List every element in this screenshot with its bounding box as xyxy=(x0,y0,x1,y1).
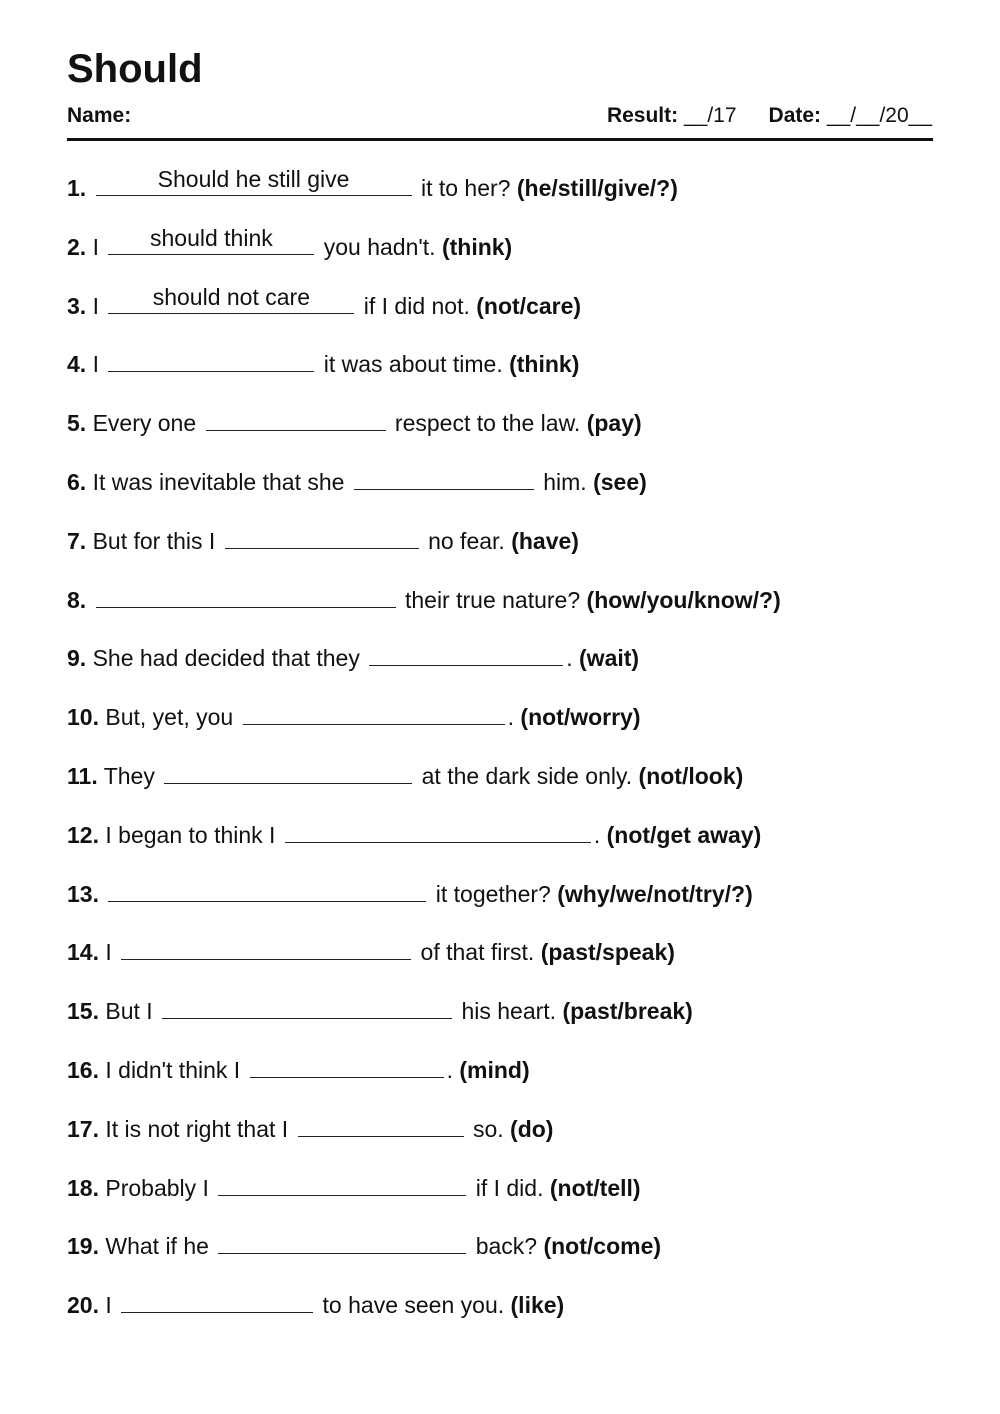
question-text-before: What if he xyxy=(105,1233,209,1260)
question-4 xyxy=(67,344,947,403)
answer-blank[interactable] xyxy=(250,1050,444,1078)
worksheet-title: Should xyxy=(67,47,203,91)
question-hint: (think) xyxy=(441,233,513,260)
question-2 xyxy=(67,224,947,286)
question-text-after: his heart. xyxy=(461,998,557,1025)
question-text-after: to have seen you. xyxy=(322,1292,505,1319)
question-text-before: But for this I xyxy=(92,527,216,554)
question-punct: . xyxy=(593,821,601,848)
question-text-after: their true nature? xyxy=(404,586,581,613)
question-text-after: at the dark side only. xyxy=(421,762,633,789)
answer-blank[interactable] xyxy=(108,283,354,314)
question-10 xyxy=(67,697,947,756)
question-number: 12. xyxy=(67,821,99,848)
question-11 xyxy=(67,756,947,815)
question-text-after: if I did not. xyxy=(363,292,470,319)
question-number: 10. xyxy=(67,704,99,731)
result-label: Result: xyxy=(606,104,679,127)
question-number: 3. xyxy=(67,292,87,319)
question-text-after: of that first. xyxy=(420,939,535,966)
question-list xyxy=(67,168,947,1344)
question-punct: . xyxy=(446,1056,453,1083)
question-text-before: Every one xyxy=(92,410,197,437)
question-text-after: so. xyxy=(472,1115,504,1142)
answer-blank[interactable] xyxy=(108,344,314,372)
question-hint: (not/care) xyxy=(476,292,582,319)
question-text-after: it was about time. xyxy=(323,351,503,378)
question-text-before: It was inevitable that she xyxy=(92,468,345,495)
answer-blank[interactable] xyxy=(225,521,419,549)
question-text-after: if I did. xyxy=(475,1174,544,1201)
question-text-before: But I xyxy=(105,998,153,1025)
question-1 xyxy=(67,168,947,227)
question-14 xyxy=(67,932,947,991)
answer-blank[interactable] xyxy=(243,697,505,725)
question-text-before: I xyxy=(105,939,112,966)
question-text-after: it to her? xyxy=(420,175,511,201)
worksheet-header xyxy=(67,101,932,131)
date-label: Date: xyxy=(768,104,822,127)
question-17 xyxy=(67,1109,947,1168)
question-13 xyxy=(67,874,947,933)
question-7 xyxy=(67,521,947,580)
question-punct: . xyxy=(566,645,573,672)
answer-blank[interactable] xyxy=(108,224,314,255)
question-hint: (how/you/know/?) xyxy=(586,586,781,613)
question-number: 19. xyxy=(67,1233,99,1260)
question-6 xyxy=(67,462,947,521)
question-text-after: him. xyxy=(543,468,587,495)
question-number: 18. xyxy=(67,1174,99,1201)
question-text-after: it together? xyxy=(435,880,551,907)
name-label: Name: xyxy=(67,104,132,127)
question-12 xyxy=(67,815,947,874)
question-16 xyxy=(67,1050,947,1109)
question-hint: (not/get away) xyxy=(606,821,762,848)
question-hint: (not/tell) xyxy=(549,1174,641,1201)
question-18 xyxy=(67,1168,947,1227)
answer-blank[interactable] xyxy=(96,580,396,608)
answer-blank[interactable] xyxy=(206,403,386,431)
question-hint: (pay) xyxy=(586,410,642,437)
question-number: 9. xyxy=(67,645,87,672)
question-19 xyxy=(67,1226,947,1285)
answer-blank[interactable] xyxy=(96,168,412,196)
question-hint: (not/look) xyxy=(638,762,744,789)
question-hint: (do) xyxy=(510,1115,554,1142)
answer-blank[interactable] xyxy=(218,1226,466,1254)
question-number: 20. xyxy=(67,1292,99,1319)
question-text-before: I xyxy=(92,292,99,319)
question-text-before: She had decided that they xyxy=(92,645,360,672)
answer-text: should not care xyxy=(152,283,310,310)
question-hint: (think) xyxy=(509,351,580,378)
question-3 xyxy=(67,283,947,345)
question-number: 1. xyxy=(67,175,87,201)
answer-blank[interactable] xyxy=(164,756,412,784)
question-number: 8. xyxy=(67,586,87,613)
question-number: 6. xyxy=(67,468,87,495)
question-hint: (he/still/give/?) xyxy=(516,175,678,201)
question-5 xyxy=(67,403,947,462)
question-number: 17. xyxy=(67,1115,99,1142)
question-text-before: I xyxy=(92,233,99,260)
answer-blank[interactable] xyxy=(354,462,534,490)
question-hint: (see) xyxy=(593,468,647,495)
date-value: __/__/20__ xyxy=(826,104,932,127)
question-hint: (past/speak) xyxy=(540,939,675,966)
question-hint: (why/we/not/try/?) xyxy=(557,880,753,907)
answer-blank[interactable] xyxy=(285,815,591,843)
question-punct: . xyxy=(507,704,515,731)
question-hint: (mind) xyxy=(459,1056,530,1083)
question-text-before: I didn't think I xyxy=(105,1056,241,1083)
question-number: 14. xyxy=(67,939,99,966)
answer-blank[interactable] xyxy=(298,1109,464,1137)
question-number: 4. xyxy=(67,351,87,378)
question-hint: (past/break) xyxy=(562,998,693,1025)
question-hint: (like) xyxy=(510,1292,565,1319)
result-value: __/17 xyxy=(683,104,737,127)
question-8 xyxy=(67,580,947,639)
question-9 xyxy=(67,638,947,697)
question-text-before: I xyxy=(92,351,99,378)
question-hint: (not/worry) xyxy=(520,704,641,731)
question-text-before: I began to think I xyxy=(105,821,276,848)
question-number: 16. xyxy=(67,1056,99,1083)
answer-blank[interactable] xyxy=(121,932,411,960)
header-divider xyxy=(67,138,933,141)
question-20 xyxy=(67,1285,947,1344)
answer-blank[interactable] xyxy=(218,1168,466,1196)
answer-text: Should he still give xyxy=(157,166,350,192)
question-text-before: It is not right that I xyxy=(105,1115,289,1142)
question-text-after: you hadn't. xyxy=(323,233,436,260)
question-text-after: respect to the law. xyxy=(394,410,581,437)
question-number: 11. xyxy=(67,762,98,789)
question-number: 13. xyxy=(67,880,99,907)
question-text-before: I xyxy=(105,1292,112,1319)
question-15 xyxy=(67,991,947,1050)
question-text-before: They xyxy=(103,762,155,789)
result-date-group xyxy=(607,101,932,131)
question-hint: (have) xyxy=(511,527,579,554)
question-number: 7. xyxy=(67,527,87,554)
answer-blank[interactable] xyxy=(162,991,452,1019)
question-text-after: no fear. xyxy=(428,527,505,554)
answer-blank[interactable] xyxy=(121,1285,313,1313)
question-text-before: Probably I xyxy=(105,1174,209,1201)
question-number: 5. xyxy=(67,410,87,437)
question-text-after: back? xyxy=(475,1233,538,1260)
answer-blank[interactable] xyxy=(108,874,426,902)
question-hint: (wait) xyxy=(579,645,640,672)
answer-blank[interactable] xyxy=(369,638,563,666)
answer-text: should think xyxy=(149,224,273,251)
question-number: 15. xyxy=(67,998,99,1025)
question-hint: (not/come) xyxy=(543,1233,662,1260)
question-number: 2. xyxy=(67,233,87,260)
question-text-before: But, yet, you xyxy=(105,704,234,731)
